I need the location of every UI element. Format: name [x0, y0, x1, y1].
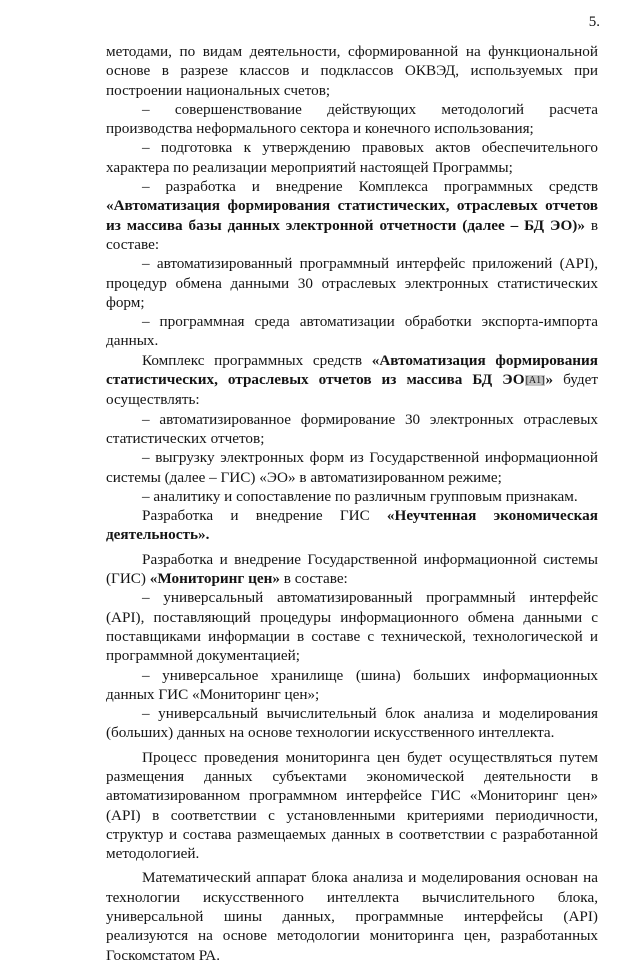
text-run: в составе: — [106, 216, 598, 253]
list-item-report-generation: – автоматизированное формирование 30 электронных отраслевых статистических отчетов; — [106, 410, 598, 447]
list-item-form-export: – выгрузку электронных форм из Государственной информационной системы (далее – ГИС) «ЭО» в автоматизированном режиме; — [106, 449, 598, 486]
list-item-methodology-improvement: – совершенствование действующих методологий расчета производства неформального сектора и конечного использования; — [106, 100, 598, 138]
bold-title: «Автоматизация формирования статистических, отраслевых отчетов из массива базы данных электронной отчетности (далее – БД ЭО)» — [106, 197, 598, 234]
list-item-computing-block: – универсальный вычислительный блок анализа и моделирования (больших) данных на основе технологии искусственного интеллекта. — [106, 705, 598, 742]
list-item-universal-api: – универсальный автоматизированный программный интерфейс (API), поставляющий процедуры информационного обмена данными с поставщиками информации в составе с технической, технологической и программной документацией; — [106, 589, 598, 665]
bold-title: «Неучтенная экономическая деятельность». — [106, 507, 598, 544]
list-item-data-storage: – универсальное хранилище (шина) больших информационных данных ГИС «Мониторинг цен»; — [106, 666, 598, 703]
list-item-analytics: – аналитику и сопоставление по различным групповым признакам. — [142, 487, 578, 505]
text-run: в составе: — [279, 570, 348, 588]
bold-title: «Мониторинг цен» — [149, 570, 280, 588]
list-item-export-import: – программная среда автоматизации обработки экспорта-импорта данных. — [106, 313, 598, 350]
document-body — [106, 42, 598, 965]
paragraph-complex-functions — [106, 351, 598, 410]
text-run: – разработка и внедрение Комплекса программных средств — [142, 178, 598, 196]
bold-title: «Автоматизация формирования статистических, отраслевых отчетов из массива БД ЭО — [106, 351, 599, 389]
paragraph-monitoring-process: Процесс проведения мониторинга цен будет осуществляться путем размещения данных субъектами экономической деятельности в автоматизированном программном интерфейсе ГИС «Мониторинг цен» (API) в соответствии с установленными критериями периодичности, структур и состава размещаемых данных в соответствии с разработанной методологией. — [106, 748, 598, 863]
list-item-api: – автоматизированный программный интерфейс приложений (API), процедур обмена данными 30 отраслевых электронных статистических форм; — [106, 255, 598, 311]
paragraph-math-apparatus: Математический аппарат блока анализа и моделирования основан на технологии искусственного интеллекта вычислительного блока, универсальной шины данных, программные интерфейсы (API) реализуются на основе методологии мониторинга цен, разработанных Госкомстатом РА. — [106, 869, 598, 964]
text-run: будет осуществлять: — [106, 371, 599, 409]
paragraph-price-monitoring — [106, 550, 598, 589]
text-run: Разработка и внедрение Государственной информационной системы (ГИС) — [106, 550, 598, 588]
list-item-software-complex — [106, 177, 598, 254]
text-run: Разработка и внедрение ГИС — [142, 507, 387, 525]
text-run: Комплекс программных средств — [142, 351, 372, 369]
comment-marker[interactable]: [A1] — [525, 375, 545, 387]
paragraph-methods-continuation: методами, по видам деятельности, сформированной на функциональной основе в разрезе классов и подклассов ОКВЭД, используемых при построении национальных счетов; — [106, 43, 598, 99]
page-number: 5. — [588, 14, 600, 30]
bold-title-end: » — [545, 371, 554, 389]
paragraph-unaccounted-activity — [106, 506, 598, 545]
list-item-legal-acts: – подготовка к утверждению правовых актов обеспечительного характера по реализации мероприятий настоящей Программы; — [106, 139, 598, 176]
